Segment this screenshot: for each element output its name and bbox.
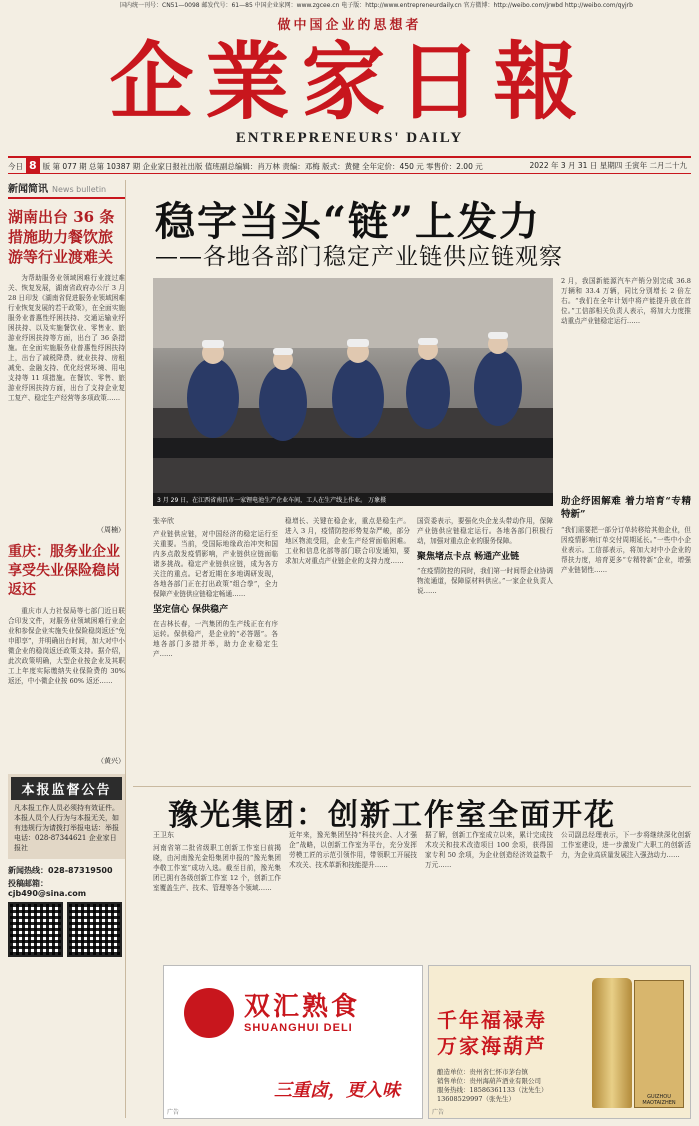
gift-box-icon: [634, 980, 684, 1108]
subhead-confidence: 坚定信心 保供稳产: [153, 605, 229, 615]
brief-source-chongqing: （黄兴）: [97, 757, 125, 765]
subhead-bottlenecks: 聚焦堵点卡点 畅通产业链: [417, 552, 520, 562]
lead-photo[interactable]: [153, 278, 553, 506]
factory-workers-image: [153, 278, 553, 506]
bottle-icon: [592, 978, 632, 1108]
lead-subheadline: ——各地各部门稳定产业链供应链观察: [155, 244, 563, 270]
photo-credit: 万象摄: [368, 497, 387, 504]
brief-body-chongqing: 重庆市人力社保局等七部门近日联合印发文件，对服务业领域困难行业企业和参保企业实施失业保险稳岗返还“免申即享”，并明确出台时间，加大对中小微企业的稳岗返还政策支持。据介绍，此次政策明确，大型企业按企业及其职工上年度实际缴纳失业保险费的 30% 返还，中小微企业按 60% 返还……: [8, 607, 125, 685]
byline-2: 王卫东: [153, 831, 174, 839]
ad-tag: 广告: [167, 1109, 180, 1116]
brief-body-hunan: 为帮助服务业领域困难行业渡过难关、恢复发展，湖南省政府办公厅 3 月 28 日印发《湖南省促进服务业领域困难行业恢复发展的若干政策》，在全面实施服务业普惠性纾困扶持、交通运输业纾困扶持、以及实施餐饮业、零售业、旅游业纾困扶持等方面，出台了 36 条措施。在全面实施服务业普惠性纾困扶持上，出台了减税降费、就业扶持、房租减免、金融支持、优化经营环境、用电支持等 11 项措施。在餐饮、零售、旅游业纾困扶持方面，出台了支持企业复工复产、稳定生产经营等多项政策……: [8, 274, 125, 402]
second-column-3: [425, 830, 553, 958]
lead-column-1-text: 产业链供应链，对中国经济的稳定运行至关重要。当前，受国际地缘政治冲突和国内多点散发疫情影响，产业链供应链面临诸多挑战。稳定产业链供应链，成为各方关注的重点。记者近期在多地调研发现，各地各部门正在打出政策“组合拳”，全力保障产业链供应链稳定畅通……: [153, 530, 278, 598]
issue-date: 2022 年 3 月 31 日 星期四 壬寅年 二月二十九: [529, 161, 687, 170]
ad2-line1: 千年福禄寿: [437, 1008, 547, 1032]
issue-info-bar: [8, 156, 691, 174]
subhead-specialized: 助企纾困解难 着力培育“专精特新”: [561, 496, 691, 520]
news-bulletin-title-en: News bulletin: [52, 185, 107, 194]
second-column-4-text: 公司副总经理表示，下一步将继续深化创新工作室建设，进一步激发广大职工的创新活力，为企业高质量发展注入强劲动力……: [561, 831, 691, 859]
news-bulletin-title: 新闻简讯: [8, 184, 48, 195]
lead-column-4b: [561, 495, 691, 785]
lead-column-2-text: 稳增长、关键在稳企业，重点是稳生产。进入 3 月，疫情防控形势复杂严峻，部分地区物流受阻，企业生产经营面临困难。工业和信息化部等部门联合印发通知，要求加大对重点产业链企业的支持力度……: [285, 517, 410, 565]
lead-column-1b-text: 在吉林长春，一汽集团的生产线正在有序运转。保供稳产，是企业的“必答题”。各地各部门多措并举，助力企业稳定生产……: [153, 620, 278, 658]
second-column-2-text: 近年来，豫光集团坚持“科技兴企、人才强企”战略，以创新工作室为平台，充分发挥劳模工匠的示范引领作用，带领职工开展技术攻关、技术革新和技能提升……: [289, 831, 417, 869]
brief-headline-hunan[interactable]: 湖南出台 36 条措施助力餐饮旅游等行业渡难关: [8, 208, 115, 266]
issue-info: 版 第 077 期 总第 10387 期 企业家日报社出版 值班副总编辑：肖万林 责编：邓梅 版式：黄健 全年定价：450 元 零售价：2.00 元: [42, 162, 483, 171]
section-divider: [133, 786, 691, 787]
notice-title: 本报监督公告: [11, 777, 122, 800]
second-column-1: [153, 830, 281, 958]
top-info-strip: 国内统一刊号：CN51—0098 邮发代号：61—85 中国企业家网：www.zgcee.cn 电子版：http://www.entrepreneurdaily.cn 官方微博：http://weibo.com/jrwbd http://weibo.com/qyjrb: [120, 2, 633, 9]
second-headline[interactable]: 豫光集团：创新工作室全面开花: [168, 798, 616, 833]
lead-column-4-text: 2 月，我国新能源汽车产销分别完成 36.8 万辆和 33.4 万辆，同比分别增长 2 倍左右。“我们在全年计划中将产能提升放在首位。”工信部相关负责人表示，将加大力度推动重点产业链稳定运行……: [561, 277, 691, 325]
english-name: ENTREPRENEURS' DAILY: [235, 130, 464, 146]
qr-codes: [8, 902, 125, 957]
photo-caption: 3 月 29 日，在江西省南昌市一家锂电池生产企业车间，工人在生产线上作业。 万象摄: [153, 493, 553, 506]
ad1-subtitle: SHUANGHUI DELI: [244, 1022, 353, 1034]
today-label: 今日: [8, 162, 23, 171]
notice-text: 凡本报工作人员必须持有效证件。本报人员个人行为与本报无关，如有违规行为请拨打举报电话：举报电话：028-87344621 企业家日报社: [14, 804, 119, 852]
news-hotline: 新闻热线：028-87319500: [8, 866, 113, 875]
ad1-slogan: 三重卤，更入味: [274, 1080, 400, 1101]
lead-headline[interactable]: 稳字当头“链”上发力: [155, 198, 542, 245]
shuanghui-ad[interactable]: [163, 965, 423, 1119]
supervision-notice: [8, 774, 125, 859]
lead-column-4b-text: “我们需要把一部分订单转移给其他企业，但因疫情影响订单交付周期延长。”一些中小企业表示。工信部表示，将加大对中小企业的帮扶力度，培育更多“专精特新”企业，增强产业链韧性……: [561, 526, 691, 574]
slogan: 做中国企业的思想者: [277, 18, 422, 33]
ad2-contact: 酿造单位：贵州省仁怀市茅台镇 销售单位：贵州海葫芦酒业有限公司 服务热线：18586361133（沈先生）13608529997（张先生）: [437, 1068, 548, 1103]
haihulu-ad[interactable]: [428, 965, 691, 1119]
ad2-brand: GUIZHOU MAOTAIZHEN: [642, 1094, 676, 1106]
masthead[interactable]: 企業家日報: [109, 32, 590, 131]
lead-column-2: [285, 516, 410, 786]
second-column-4: [561, 830, 691, 958]
second-column-2: [289, 830, 417, 958]
brief-headline-chongqing[interactable]: 重庆：服务业企业享受失业保险稳岗返还: [8, 544, 120, 598]
page-count-badge: 8: [26, 158, 40, 173]
ad1-title: 双汇熟食: [244, 992, 361, 1022]
submission-email[interactable]: 投稿邮箱：cjb490@sina.com: [8, 879, 87, 898]
left-column: [8, 180, 126, 1118]
pig-logo-icon: [184, 988, 234, 1038]
news-bulletin-header: [8, 180, 125, 199]
byline: 张辛欣: [153, 517, 174, 525]
qr-code-icon[interactable]: [67, 902, 122, 957]
ad-tag: 广告: [432, 1109, 445, 1116]
ad2-line2: 万家海葫芦: [437, 1034, 547, 1058]
lead-column-1: [153, 516, 278, 786]
lead-column-4: [561, 276, 691, 491]
lead-column-3: [417, 516, 553, 786]
qr-code-icon[interactable]: [8, 902, 63, 957]
second-column-3-text: 据了解，创新工作室成立以来，累计完成技术攻关和技术改造项目 100 余项，获得国家专利 50 余项，为企业创造经济效益数千万元……: [425, 831, 553, 869]
brief-source-hunan: （周楠）: [97, 526, 125, 534]
second-column-1-text: 河南省第二批省级职工创新工作室日前揭晓，由河南豫光金铅集团申报的“豫光集团李敬工作室”成功入选。截至目前，豫光集团已拥有各级创新工作室 12 个，创新工作室覆盖生产、技术、管理等各个领域……: [153, 844, 281, 892]
lead-column-3-text: 国资委表示，要强化央企龙头带动作用，保障产业链供应链稳定运行。各地各部门积极行动，加强对重点企业的服务保障。: [417, 517, 553, 545]
lead-column-3b-text: “在疫情防控的同时，我们第一时间帮企业协调物流通道，保障原材料供应。”一家企业负责人说……: [417, 567, 553, 595]
